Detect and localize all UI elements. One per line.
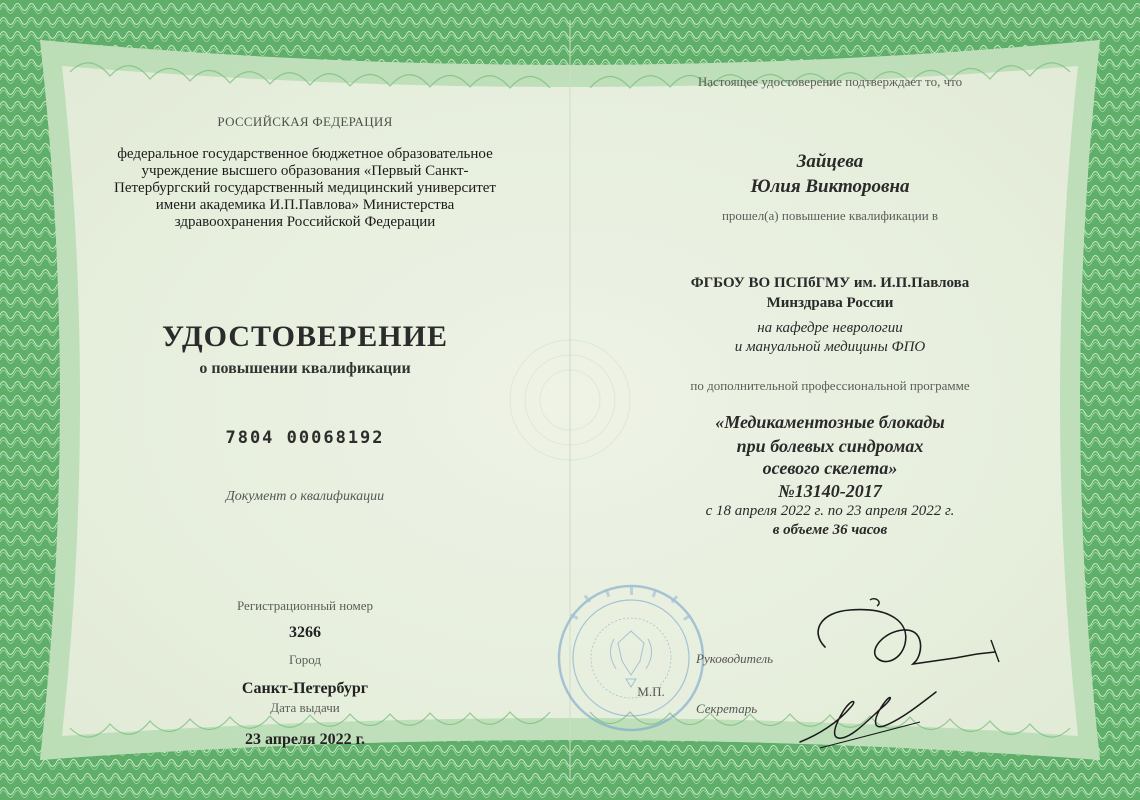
- document-subtitle: о повышении квалификации: [199, 360, 411, 377]
- department-line-1: на кафедре неврологии: [757, 320, 903, 336]
- confirms-text: Настоящее удостоверение подтверждает то, что: [697, 74, 963, 89]
- country-heading: РОССИЙСКАЯ ФЕДЕРАЦИЯ: [217, 114, 393, 129]
- holder-surname: Зайцева: [796, 151, 864, 172]
- secretary-signature: [790, 682, 950, 757]
- secretary-label: Секретарь: [696, 701, 758, 716]
- training-period: с 18 апреля 2022 г. по 23 апреля 2022 г.: [705, 503, 955, 519]
- issuing-organization: федеральное государственное бюджетное образовательное учреждение высшего образования «Первый Санкт-Петербургский государственный медицинский университет имени академика И.П.Павлова» Министерства здравоохранения Российской Федерации: [113, 146, 496, 230]
- program-label: по дополнительной профессиональной программе: [690, 378, 970, 393]
- city-label: Город: [288, 652, 322, 667]
- stamp-place-label: М.П.: [637, 684, 665, 699]
- registration-number: 3266: [289, 624, 321, 641]
- passed-text: прошел(а) повышение квалификации в: [721, 208, 939, 223]
- issue-date: 23 апреля 2022 г.: [244, 731, 366, 748]
- training-hours: в объеме 36 часов: [772, 522, 888, 538]
- serial-number: 7804 00068192: [225, 428, 385, 448]
- city-value: Санкт-Петербург: [241, 680, 369, 697]
- holder-name: Юлия Викторовна: [750, 176, 910, 197]
- issue-date-label: Дата выдачи: [270, 700, 340, 715]
- institution-line-2: Минздрава России: [766, 295, 894, 311]
- program-number: №13140-2017: [778, 481, 882, 501]
- program-title-line-1: «Медикаментозные блокады: [715, 412, 945, 432]
- program-title-line-3: осевого скелета»: [762, 458, 898, 478]
- official-stamp: [556, 583, 706, 733]
- registration-number-label: Регистрационный номер: [237, 598, 373, 613]
- head-signature: [805, 592, 1015, 682]
- institution-line-1: ФГБОУ ВО ПСПбГМУ им. И.П.Павлова: [690, 275, 970, 291]
- head-label: Руководитель: [696, 651, 774, 666]
- department-line-2: и мануальной медицины ФПО: [734, 339, 926, 355]
- program-title-line-2: при болевых синдромах: [736, 436, 924, 456]
- document-kind: Документ о квалификации: [225, 489, 385, 504]
- document-title: УДОСТОВЕРЕНИЕ: [162, 320, 448, 353]
